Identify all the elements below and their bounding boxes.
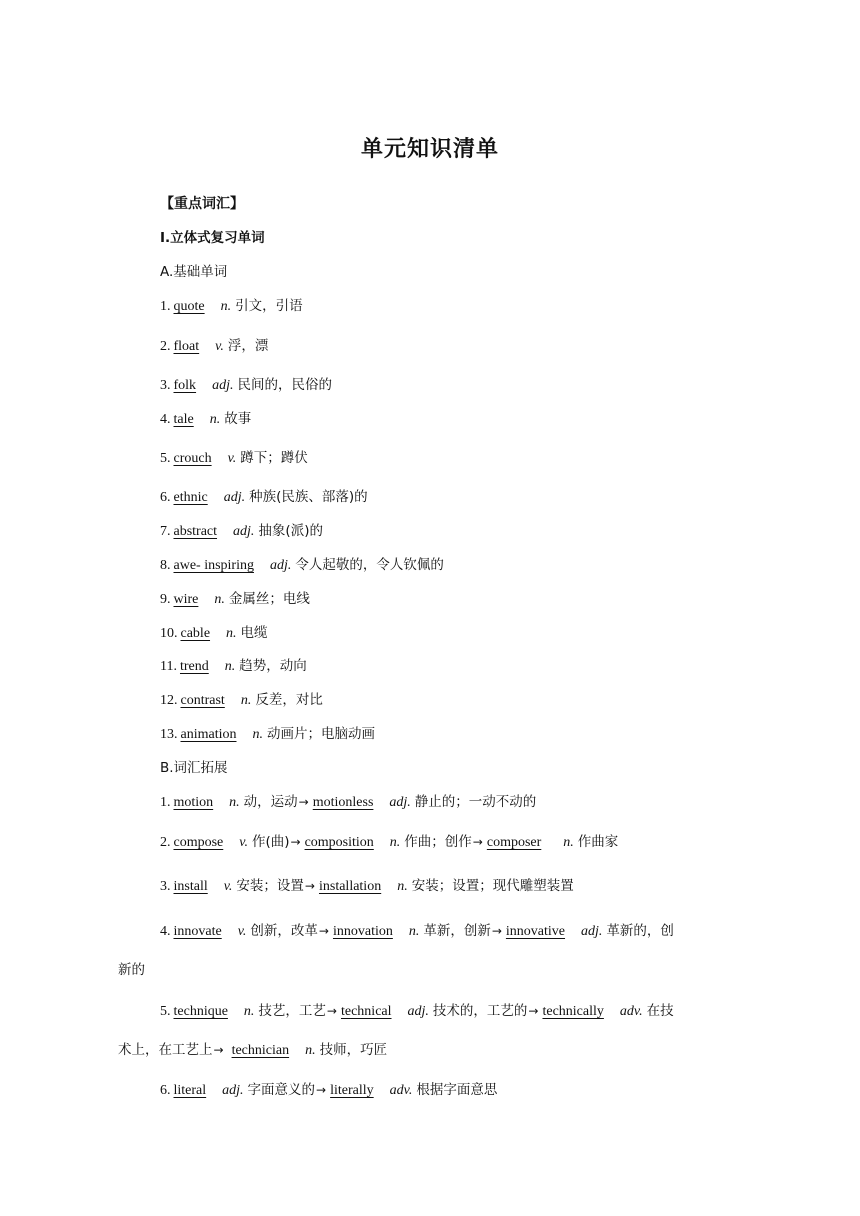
vocab-entry [160,375,332,396]
part-of-speech: n. [229,795,240,810]
part-of-speech: v. [237,924,247,939]
vocab-entry [160,589,310,610]
part-of-speech: adv. [389,1083,413,1098]
vocab-word: wire [173,592,199,607]
entry-number: 4. [160,924,171,939]
vocab-word: motion [173,795,214,810]
arrow-icon: → [472,835,483,849]
vocab-expansion-entry [160,1080,497,1101]
vocab-entry [160,448,308,469]
meaning: 安装；设置 [236,878,304,894]
meaning: 动画片；电脑动画 [267,726,375,742]
vocab-word: technician [231,1043,290,1058]
meaning: 技术的，工艺的 [432,1003,528,1019]
vocab-word: contrast [180,693,225,708]
meaning: 革新，创新 [423,923,491,939]
part-of-speech: n. [252,727,263,742]
part-of-speech: adv. [619,1004,643,1019]
entry-number: 2. [160,835,171,850]
vocab-word: trend [179,659,209,674]
meaning: 令人起敬的，令人钦佩的 [295,557,444,573]
part-of-speech: v. [215,339,224,354]
vocab-word: float [173,339,200,354]
meaning: 民间的，民俗的 [237,377,332,393]
sub-heading: Ⅰ.立体式复习单词 [160,230,265,246]
vocab-entry [160,623,268,644]
vocab-expansion-entry [160,876,574,897]
vocab-word: innovation [332,924,393,939]
meaning: 金属丝；电线 [228,591,310,607]
vocab-word: cable [180,626,211,641]
section-heading: 【重点词汇】 [160,196,244,212]
part-of-speech: n. [389,835,401,850]
meaning: 电缆 [240,625,268,641]
part-of-speech: n. [408,924,420,939]
entry-number: 6. [160,1083,171,1098]
entry-number: 12. [160,693,178,708]
vocab-entry [160,409,251,430]
arrow-icon: → [528,1004,539,1018]
vocab-word: install [173,879,208,894]
vocab-word: technical [340,1004,392,1019]
entry-number: 6. [160,490,171,505]
vocab-word: motionless [312,795,374,810]
vocab-word: innovate [173,924,222,939]
vocab-word: abstract [173,524,218,539]
entry-number: 3. [160,378,171,393]
part-b-heading: B.词汇拓展 [160,760,228,776]
vocab-word: animation [180,727,237,742]
vocab-expansion-entry [160,792,536,813]
meaning: 创新，改革 [250,923,318,939]
meaning: 抽象(派)的 [258,523,323,539]
page-title: 单元知识清单 [360,137,499,162]
vocab-word: composer [486,835,542,850]
entry-number: 2. [160,339,171,354]
entry-number: 3. [160,879,171,894]
vocab-word: literal [173,1083,207,1098]
part-of-speech: n. [209,412,221,427]
vocab-entry [160,690,323,711]
meaning: 技师，巧匠 [319,1042,388,1058]
entry-number: 13. [160,727,178,742]
meaning: 动，运动 [243,794,298,810]
part-of-speech: n. [220,299,232,314]
part-of-speech: adj. [389,795,411,810]
meaning: 技艺，工艺 [258,1003,326,1019]
meaning: 字面意义的 [247,1082,316,1098]
meaning: 故事 [224,411,252,427]
entry-number: 10. [160,626,178,641]
vocab-word: composition [304,835,374,850]
part-of-speech: adj. [233,524,255,539]
vocab-word: compose [173,835,224,850]
entry-number: 9. [160,592,171,607]
meaning: 反差，对比 [255,692,323,708]
meaning: 作曲；创作 [404,834,472,850]
vocab-entry [160,724,375,745]
meaning: 蹲下；蹲伏 [240,450,308,466]
part-of-speech: v. [239,835,248,850]
meaning: 在技 [646,1003,674,1019]
vocab-expansion-entry [160,832,618,853]
entry-number: 5. [160,451,171,466]
vocab-word: technique [173,1004,228,1019]
continuation-lead: 术上，在工艺上 [118,1042,213,1058]
wrapped-continuation [118,1040,387,1061]
part-of-speech: adj. [212,378,234,393]
meaning: 革新的，创 [606,923,674,939]
entry-number: 4. [160,412,171,427]
vocab-expansion-entry [160,1001,674,1022]
vocab-word: tale [173,412,194,427]
vocab-word: quote [173,299,205,314]
part-of-speech: adj. [223,490,246,505]
vocab-word: innovative [505,924,566,939]
meaning: 作曲家 [577,834,619,850]
entry-number: 5. [160,1004,171,1019]
meaning: 种族(民族、部落)的 [249,489,368,505]
part-of-speech: adj. [269,558,292,573]
meaning: 根据字面意思 [416,1082,498,1098]
entry-number: 1. [160,795,171,810]
vocab-entry [160,521,323,542]
meaning: 趋势，动向 [239,658,307,674]
meaning: 安装；设置；现代雕塑装置 [411,878,574,894]
arrow-icon: → [318,924,329,938]
vocab-word: literally [330,1083,374,1098]
meaning: 静止的；一动不动的 [414,794,537,810]
arrow-icon: → [491,924,502,938]
meaning: 作(曲) [251,834,290,850]
part-of-speech: v. [223,879,233,894]
arrow-icon: → [290,835,301,849]
arrow-icon: → [326,1004,337,1018]
part-of-speech: adj. [581,924,603,939]
part-of-speech: n. [305,1043,316,1058]
part-of-speech: adj. [222,1083,244,1098]
arrow-icon: → [304,879,315,893]
vocab-entry [160,487,368,508]
meaning: 浮，漂 [227,338,269,354]
arrow-icon: → [298,795,309,809]
wrapped-continuation: 新的 [118,962,145,978]
part-of-speech: n. [226,626,237,641]
vocab-entry [160,336,268,357]
vocab-word: ethnic [173,490,208,505]
vocab-word: folk [173,378,197,393]
vocab-word: installation [318,879,382,894]
arrow-icon: → [316,1083,327,1097]
vocab-expansion-entry [160,921,674,942]
vocab-word: crouch [173,451,212,466]
part-of-speech: n. [214,592,225,607]
part-of-speech: n. [224,659,236,674]
part-of-speech: n. [563,835,574,850]
vocab-entry [160,555,444,576]
part-a-heading: A.基础单词 [160,264,228,280]
part-of-speech: adj. [407,1004,429,1019]
part-of-speech: n. [243,1004,255,1019]
entry-number: 11. [160,659,177,674]
entry-number: 1. [160,299,171,314]
arrow-icon: → [213,1043,224,1057]
vocab-entry [160,656,307,677]
vocab-entry [160,296,303,317]
entry-number: 8. [160,558,171,573]
meaning: 引文，引语 [235,298,303,314]
part-of-speech: n. [240,693,252,708]
entry-number: 7. [160,524,171,539]
part-of-speech: v. [227,451,237,466]
vocab-word: technically [542,1004,604,1019]
part-of-speech: n. [397,879,408,894]
vocab-word: awe- inspiring [173,558,254,573]
